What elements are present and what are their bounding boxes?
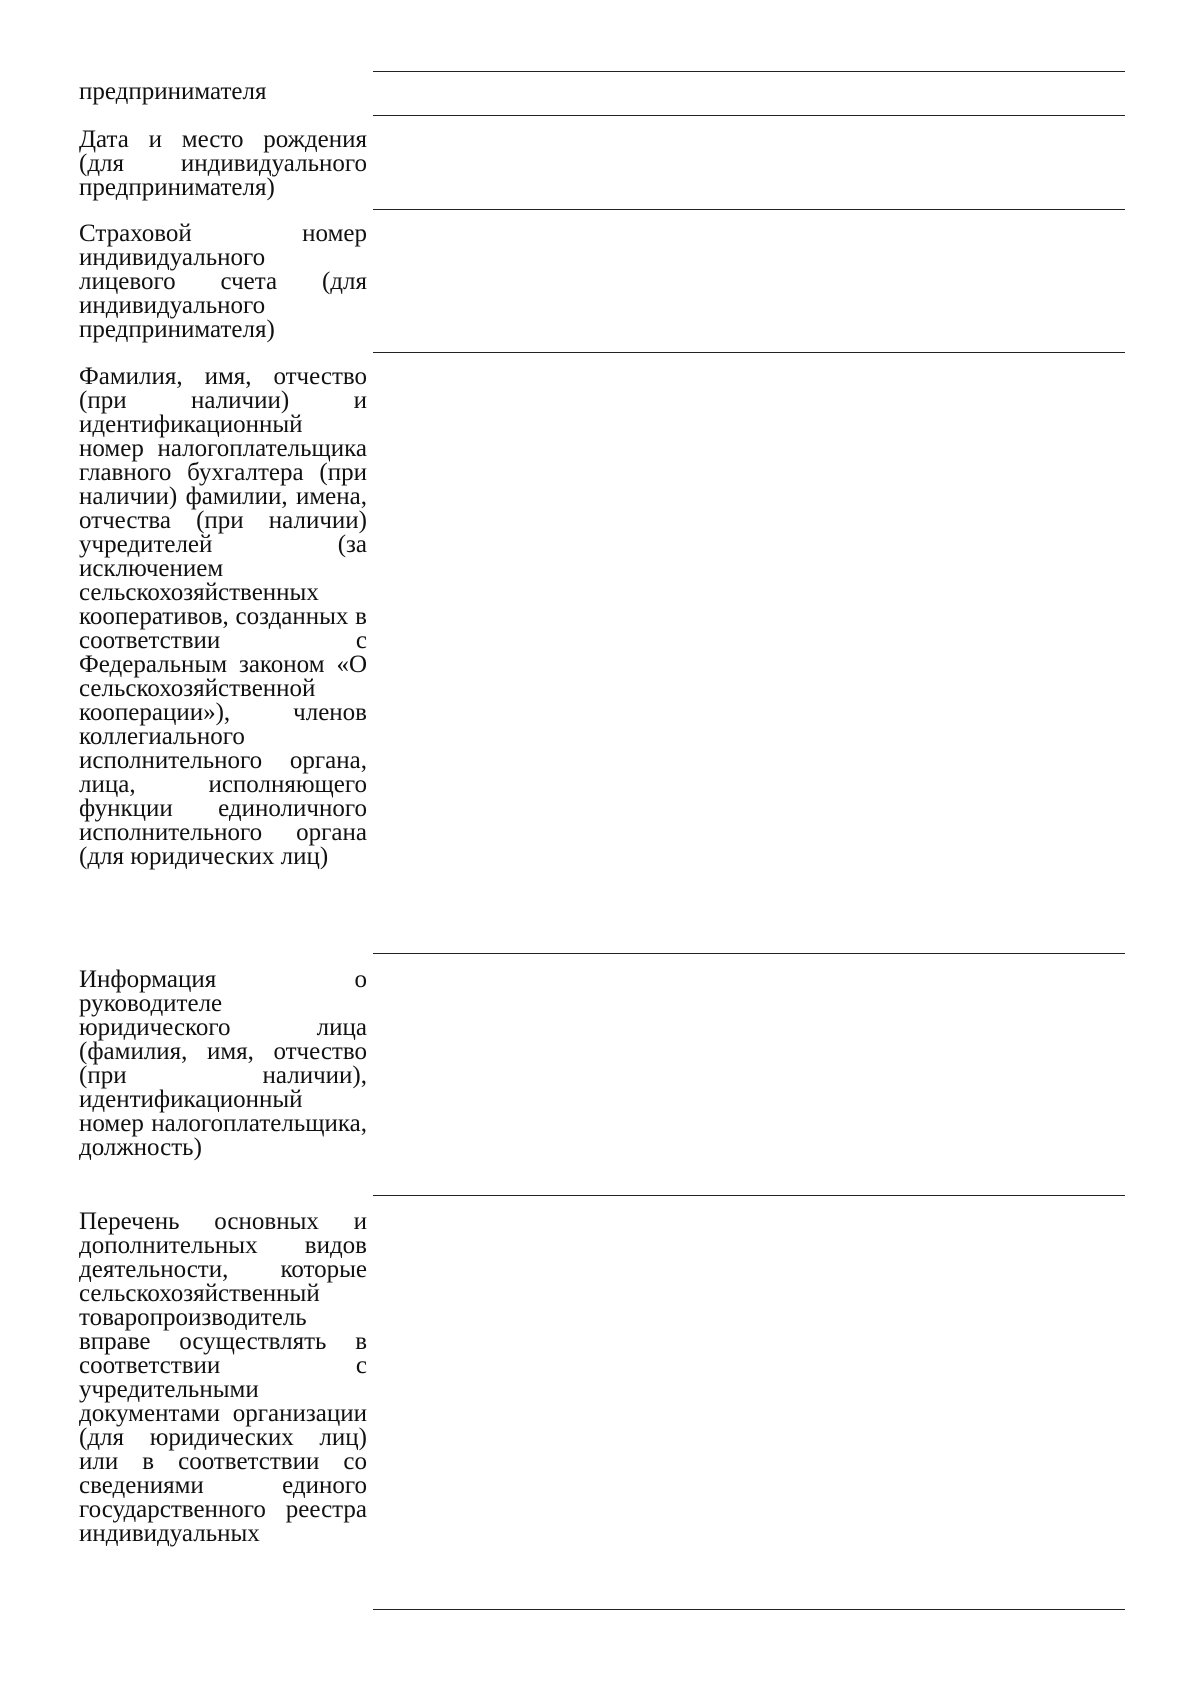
row-divider-line bbox=[373, 352, 1125, 353]
field-label-entrepreneur-continuation: предпринимателя bbox=[79, 78, 267, 105]
field-label-chief-accountant-founders: Фамилия, имя, отчество (при наличии) и идентификационный номер налогоплательщика главного бухгалтера (при наличии) фамилии, имена, отчества (при наличии) учредителей (за исключением сельскохозяйственных кооперативов, созданных в соответствии с Федеральным законом «О сельскохозяйственной кооперации»), членов коллегиального исполнительного органа, лица, исполняющего функции единоличного исполнительного органа (для юридических лиц) bbox=[79, 363, 367, 870]
field-label-head-of-legal-entity: Информация о руководителе юридического лица (фамилия, имя, отчество (при наличии), идентификационный номер налогоплательщика, должность) bbox=[79, 966, 367, 1161]
row-divider-line bbox=[373, 115, 1125, 116]
row-divider-line bbox=[373, 953, 1125, 954]
row-divider-line bbox=[373, 1609, 1125, 1610]
field-label-birth-date-place: Дата и место рождения (для индивидуального предпринимателя) bbox=[79, 126, 367, 201]
field-label-activity-list: Перечень основных и дополнительных видов деятельности, которые сельскохозяйственный товаропроизводитель вправе осуществлять в соответствии с учредительными документами организации (для юридических лиц) или в соответствии со сведениями единого государственного реестра индивидуальных bbox=[79, 1208, 367, 1547]
row-divider-line bbox=[373, 1195, 1125, 1196]
row-divider-line bbox=[373, 71, 1125, 72]
row-divider-line bbox=[373, 209, 1125, 210]
field-label-insurance-number: Страховой номер индивидуального лицевого счета (для индивидуального предпринимателя) bbox=[79, 220, 367, 343]
